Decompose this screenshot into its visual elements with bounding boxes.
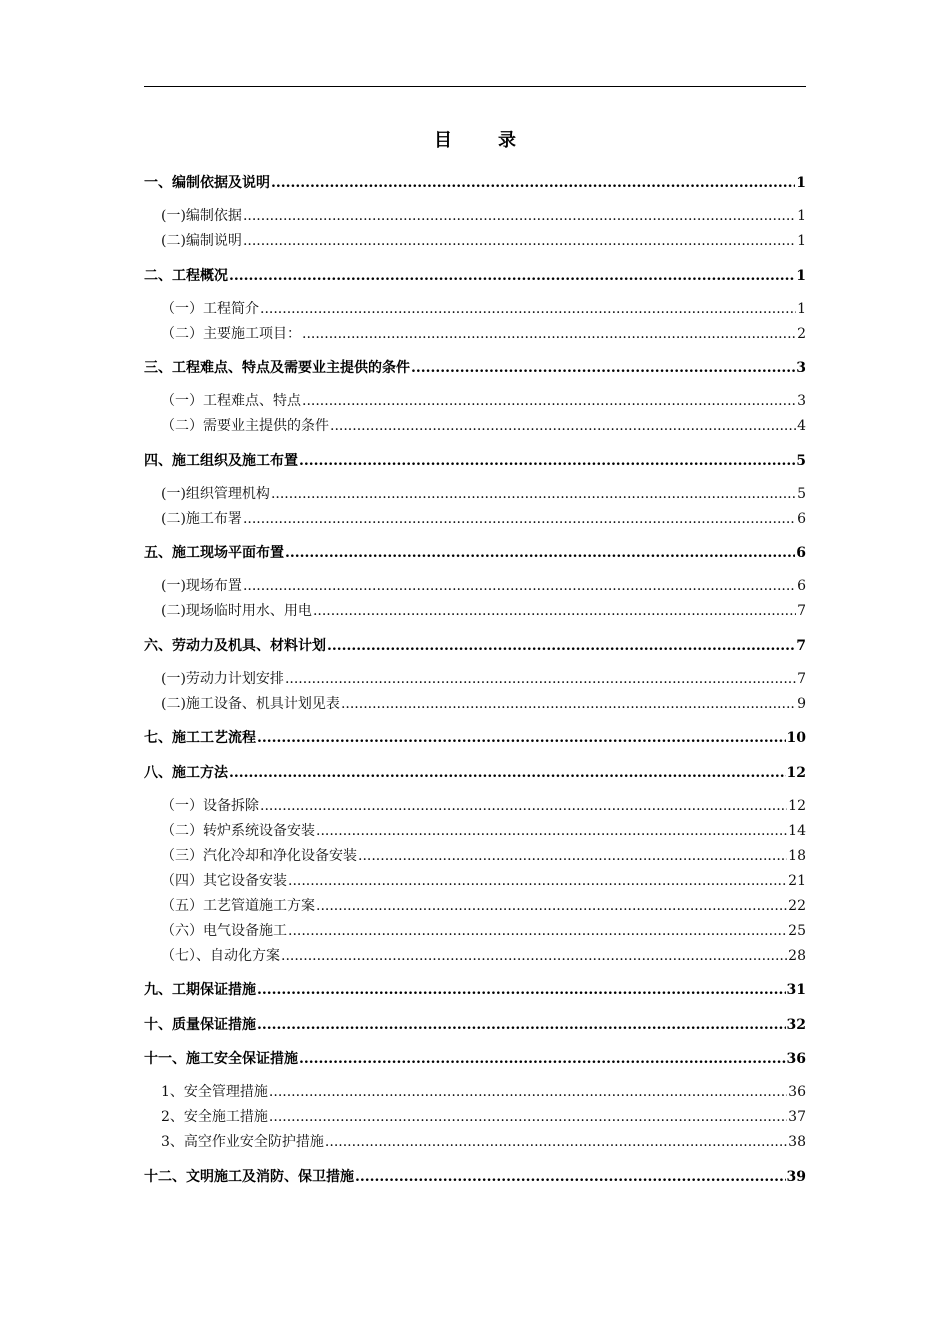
toc-subsection-entry[interactable] [144,1082,806,1102]
toc-section-entry[interactable] [144,763,806,783]
toc-entry-page-number: 7 [797,670,806,687]
toc-subsection-entry[interactable] [144,324,806,344]
toc-title-char-1: 目 [434,130,452,151]
toc-entry-page-number: 3 [796,360,806,376]
toc-dot-leader [302,324,796,344]
toc-dot-leader [411,358,795,378]
toc-entry-page-number: 25 [788,922,806,939]
toc-entry-page-number: 1 [797,300,806,317]
toc-entry-label: 十一、施工安全保证措施 [144,1051,298,1067]
toc-subsection-entry[interactable] [144,509,806,529]
toc-entry-label: （一）工程简介 [161,300,259,317]
toc-entry-label: 2、安全施工措施 [161,1109,268,1125]
toc-entry-label: （二）转炉系统设备安装 [161,822,315,839]
toc-entry-label: (二)现场临时用水、用电 [161,603,312,619]
toc-entry-label: （四）其它设备安装 [161,872,287,889]
toc-dot-leader [271,173,795,193]
toc-entry-label: （一）设备拆除 [161,797,259,814]
toc-entry-page-number: 6 [797,510,806,527]
toc-entry-label: （三）汽化冷却和净化设备安装 [161,847,357,864]
toc-dot-leader [257,980,786,1000]
toc-entry-label: 三、工程难点、特点及需要业主提供的条件 [144,360,410,376]
toc-entry-page-number: 6 [797,578,806,594]
toc-entry-page-number: 4 [797,418,806,434]
toc-dot-leader [260,299,796,319]
toc-entry-page-number: 1 [797,233,806,249]
header-rule [144,86,806,87]
toc-entry-label: 一、编制依据及说明 [144,175,270,191]
toc-entry-page-number: 12 [786,764,806,781]
toc-entry-page-number: 22 [788,897,806,914]
toc-entry-page-number: 3 [797,393,806,409]
toc-entry-label: （二）主要施工项目： [161,325,301,342]
toc-subsection-entry[interactable] [144,946,806,966]
toc-entry-label: 六、劳动力及机具、材料计划 [144,637,326,654]
table-of-contents [144,170,806,1187]
toc-dot-leader [243,509,796,529]
toc-subsection-entry[interactable] [144,796,806,816]
toc-subsection-entry[interactable] [144,669,806,689]
toc-dot-leader [302,391,796,411]
toc-entry-page-number: 36 [786,1051,806,1067]
toc-subsection-entry[interactable] [144,694,806,714]
toc-dot-leader [325,1132,787,1152]
toc-entry-page-number: 7 [796,637,806,654]
toc-dot-leader [271,484,796,504]
toc-entry-label: (二)编制说明 [161,233,242,249]
toc-section-entry[interactable] [144,358,806,378]
toc-entry-page-number: 7 [797,603,806,619]
toc-section-entry[interactable] [144,1167,806,1187]
toc-entry-label: （六）电气设备施工 [161,922,287,939]
toc-section-entry[interactable] [144,980,806,1000]
toc-entry-page-number: 39 [786,1168,806,1185]
toc-entry-label: 3、高空作业安全防护措施 [161,1134,324,1150]
toc-dot-leader [330,416,796,436]
toc-entry-label: 九、工期保证措施 [144,982,256,998]
toc-entry-label: （七）、自动化方案 [161,947,280,964]
toc-dot-leader [260,796,787,816]
toc-entry-page-number: 38 [788,1134,806,1150]
toc-entry-page-number: 5 [796,452,806,469]
toc-entry-page-number: 37 [788,1109,806,1125]
toc-section-entry[interactable] [144,1049,806,1069]
toc-entry-label: 二、工程概况 [144,267,228,284]
toc-entry-label: （五）工艺管道施工方案 [161,897,315,914]
toc-dot-leader [243,576,796,596]
toc-subsection-entry[interactable] [144,299,806,319]
toc-entry-label: 五、施工现场平面布置 [144,545,284,561]
toc-dot-leader [327,636,795,656]
toc-section-entry[interactable] [144,266,806,286]
toc-subsection-entry[interactable] [144,896,806,916]
toc-entry-label: 八、施工方法 [144,764,228,781]
toc-entry-page-number: 10 [786,730,806,746]
toc-dot-leader [299,1049,786,1069]
toc-dot-leader [285,543,795,563]
toc-dot-leader [299,451,795,471]
toc-entry-label: （二）需要业主提供的条件 [161,418,329,434]
toc-dot-leader [269,1082,787,1102]
toc-entry-label: (一)现场布置 [161,578,242,594]
toc-entry-label: 1、安全管理措施 [161,1084,268,1100]
toc-dot-leader [358,846,787,866]
toc-dot-leader [257,1015,786,1035]
toc-subsection-entry[interactable] [144,871,806,891]
toc-section-entry[interactable] [144,636,806,656]
toc-entry-page-number: 36 [788,1084,806,1100]
toc-dot-leader [257,728,786,748]
toc-dot-leader [281,946,787,966]
toc-subsection-entry[interactable] [144,1107,806,1127]
toc-entry-page-number: 2 [797,325,806,342]
toc-entry-page-number: 1 [796,175,806,191]
toc-subsection-entry[interactable] [144,601,806,621]
toc-title [0,126,950,152]
toc-subsection-entry[interactable] [144,231,806,251]
toc-entry-page-number: 1 [796,267,806,284]
toc-subsection-entry[interactable] [144,576,806,596]
toc-dot-leader [288,871,787,891]
toc-entry-page-number: 9 [797,695,806,712]
toc-subsection-entry[interactable] [144,416,806,436]
toc-entry-label: 十二、文明施工及消防、保卫措施 [144,1168,354,1185]
toc-dot-leader [243,206,796,226]
toc-entry-page-number: 21 [788,872,806,889]
toc-dot-leader [243,231,796,251]
toc-entry-label: 七、施工工艺流程 [144,730,256,746]
toc-dot-leader [285,669,796,689]
toc-subsection-entry[interactable] [144,846,806,866]
toc-dot-leader [355,1167,786,1187]
toc-entry-page-number: 14 [788,822,806,839]
toc-section-entry[interactable] [144,728,806,748]
toc-subsection-entry[interactable] [144,921,806,941]
toc-entry-label: (一)编制依据 [161,208,242,224]
toc-entry-page-number: 28 [788,947,806,964]
toc-entry-page-number: 18 [788,847,806,864]
toc-entry-label: (二)施工设备、机具计划见表 [161,695,340,712]
toc-entry-page-number: 31 [786,982,806,998]
toc-subsection-entry[interactable] [144,206,806,226]
toc-entry-label: (二)施工布署 [161,510,242,527]
toc-section-entry[interactable] [144,451,806,471]
toc-dot-leader [316,896,787,916]
toc-entry-label: 四、施工组织及施工布置 [144,452,298,469]
toc-subsection-entry[interactable] [144,821,806,841]
toc-subsection-entry[interactable] [144,391,806,411]
toc-entry-label: (一)劳动力计划安排 [161,670,284,687]
toc-subsection-entry[interactable] [144,484,806,504]
toc-dot-leader [341,694,796,714]
toc-title-char-2: 录 [498,130,516,151]
toc-entry-label: 十、质量保证措施 [144,1016,256,1033]
toc-entry-page-number: 5 [797,485,806,502]
toc-dot-leader [316,821,787,841]
toc-dot-leader [288,921,787,941]
toc-dot-leader [313,601,796,621]
toc-dot-leader [229,763,786,783]
toc-section-entry[interactable] [144,1015,806,1035]
toc-entry-page-number: 1 [797,208,806,224]
toc-section-entry[interactable] [144,543,806,563]
toc-entry-page-number: 32 [786,1016,806,1033]
toc-entry-page-number: 12 [788,797,806,814]
toc-section-entry[interactable] [144,173,806,193]
toc-entry-label: (一)组织管理机构 [161,485,270,502]
toc-dot-leader [269,1107,787,1127]
toc-subsection-entry[interactable] [144,1132,806,1152]
toc-entry-page-number: 6 [796,545,806,561]
toc-entry-label: （一）工程难点、特点 [161,393,301,409]
toc-dot-leader [229,266,795,286]
